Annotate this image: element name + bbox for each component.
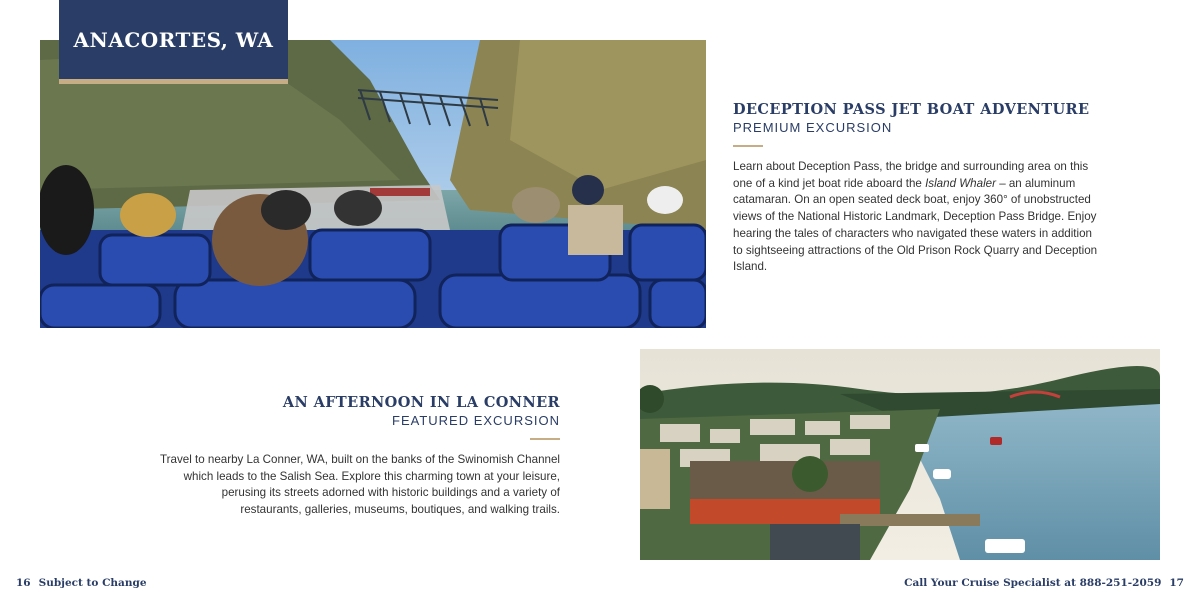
excursion-la-conner xyxy=(160,394,560,519)
la-conner-photo xyxy=(640,349,1160,560)
page-number-left: 16 xyxy=(16,577,31,589)
boat-name: Island Whaler xyxy=(925,176,996,190)
footer-disclaimer: Subject to Change xyxy=(38,577,147,589)
description-text: Learn about Deception Pass, the bridge and surrounding area on this one of a kind jet boat ride aboard the xyxy=(733,160,1089,190)
description-text: – an aluminum catamaran. On an open seated deck boat, enjoy 360° of unobstructed views of the National Historic Landmark, Deception Pass Bridge. Enjoy hearing the tales of characters who navigated these waters in addition to sightseeing attractions of the Old Prison Rock Quarry and Deception Island. xyxy=(733,176,1098,274)
gold-divider xyxy=(530,438,560,440)
excursion-description xyxy=(733,159,1103,276)
location-banner xyxy=(59,0,288,84)
location-title: ANACORTES, WA xyxy=(73,27,274,52)
excursion-deception-pass xyxy=(733,101,1103,276)
gold-divider xyxy=(733,145,763,147)
excursion-subtitle: PREMIUM EXCURSION xyxy=(733,120,893,135)
excursion-description: Travel to nearby La Conner, WA, built on the banks of the Swinomish Channel which leads to the Salish Sea. Explore this charming town at your leisure, perusing its streets adorned with historic buildings and a variety of restaurants, galleries, museums, boutiques, and walking trails. xyxy=(160,453,560,517)
footer-contact: Call Your Cruise Specialist at 888-251-2059 xyxy=(904,577,1162,589)
excursion-subtitle: FEATURED EXCURSION xyxy=(392,413,560,428)
excursion-title: AN AFTERNOON IN LA CONNER xyxy=(282,394,560,411)
page-number-right: 17 xyxy=(1169,577,1184,589)
excursion-title: DECEPTION PASS JET BOAT ADVENTURE xyxy=(733,101,1090,118)
footer-right xyxy=(904,577,1184,589)
footer-left xyxy=(16,577,147,589)
